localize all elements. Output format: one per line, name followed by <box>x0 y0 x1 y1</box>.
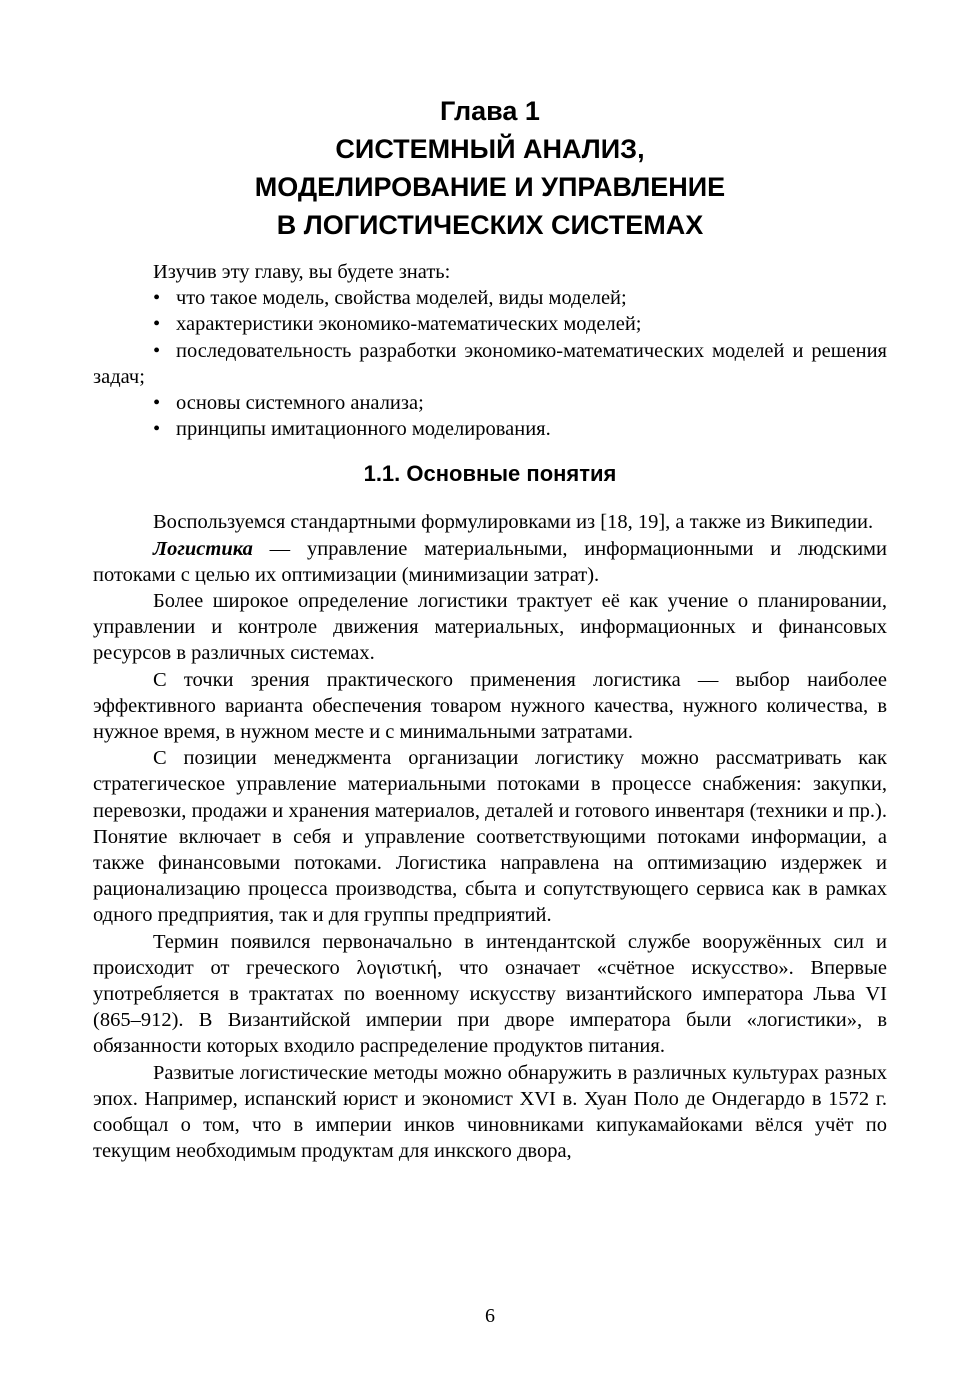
chapter-title-line-3: В ЛОГИСТИЧЕСКИХ СИСТЕМАХ <box>276 210 704 240</box>
bullet-icon: • <box>153 418 161 441</box>
objective-item: • что такое модель, свойства моделей, виды моделей; <box>93 285 887 311</box>
bullet-icon: • <box>153 313 161 336</box>
defined-term: Логистика <box>153 537 253 560</box>
objectives-lead: Изучив эту главу, вы будете знать: <box>153 261 451 283</box>
definition-paragraph <box>93 536 887 588</box>
bullet-icon: • <box>153 392 161 415</box>
chapter-heading <box>93 92 887 244</box>
paragraph: Более широкое определение логистики трактует её как учение о планировании, управлении и контроле движения материальных, информационных и финансовых ресурсов в различных системах. <box>93 590 887 665</box>
chapter-title-line-2: МОДЕЛИРОВАНИЕ И УПРАВЛЕНИЕ <box>254 172 726 202</box>
objective-item: • принципы имитационного моделирования. <box>93 416 887 442</box>
objective-item: • характеристики экономико-математических моделей; <box>93 311 887 337</box>
chapter-title-line-1: СИСТЕМНЫЙ АНАЛИЗ, <box>335 134 645 164</box>
paragraph: С точки зрения практического применения логистика — выбор наиболее эффективного варианта обеспечения товаром нужного качества, нужного количества, в нужное время, в нужном месте и с минимальными затратами. <box>93 668 887 744</box>
chapter-number: Глава 1 <box>440 96 540 126</box>
document-page <box>93 92 887 1165</box>
paragraph: Термин появился первоначально в интендантской службе вооружённых сил и происходит от греческого λογιστική, что означает «счётное искусство». Впервые употребляется в трактатах по военному искусству византийского императора Льва VI (865–912). В Византийской империи при дворе императора были «логистики», в обязанности которых входило распределение продуктов питания. <box>93 930 887 1058</box>
paragraph: С позиции менеджмента организации логистику можно рассматривать как стратегическое управление материальными потоками в процессе снабжения: закупки, перевозки, продажи и хранения материалов, деталей и готового инвентаря (техники и пр.). Понятие включает в себя и управление соответствующими потоками информации, а также финансовыми потоками. Логистика направлена на оптимизацию издержек и рационализацию процесса производства, сбыта и сопутствующего сервиса как в рамках одного предприятия, так и для группы предприятий. <box>93 747 887 927</box>
definition-text: — управление материальными, информационными и людскими потоками с целью их оптимизации (минимизации затрат). <box>93 537 887 586</box>
paragraph: Воспользуемся стандартными формулировками из [18, 19], а также из Википедии. <box>153 511 874 534</box>
objective-item: • последовательность разработки экономико-математических моделей и решения задач; <box>93 339 887 388</box>
section-body <box>93 509 887 1164</box>
objective-item: • основы системного анализа; <box>93 390 887 416</box>
learning-objectives <box>93 259 887 442</box>
section-heading: 1.1. Основные понятия <box>363 461 617 487</box>
page-number: 6 <box>485 1305 495 1327</box>
paragraph: Развитые логистические методы можно обнаружить в различных культурах разных эпох. Например, испанский юрист и экономист XVI в. Хуан Поло де Ондегардо в 1572 г. сообщал о том, что в империи инков чиновниками кипукамайоками вёлся учёт по текущим необходимым продуктам для инкского двора, <box>93 1061 887 1163</box>
bullet-icon: • <box>153 287 161 310</box>
bullet-icon: • <box>153 339 161 362</box>
